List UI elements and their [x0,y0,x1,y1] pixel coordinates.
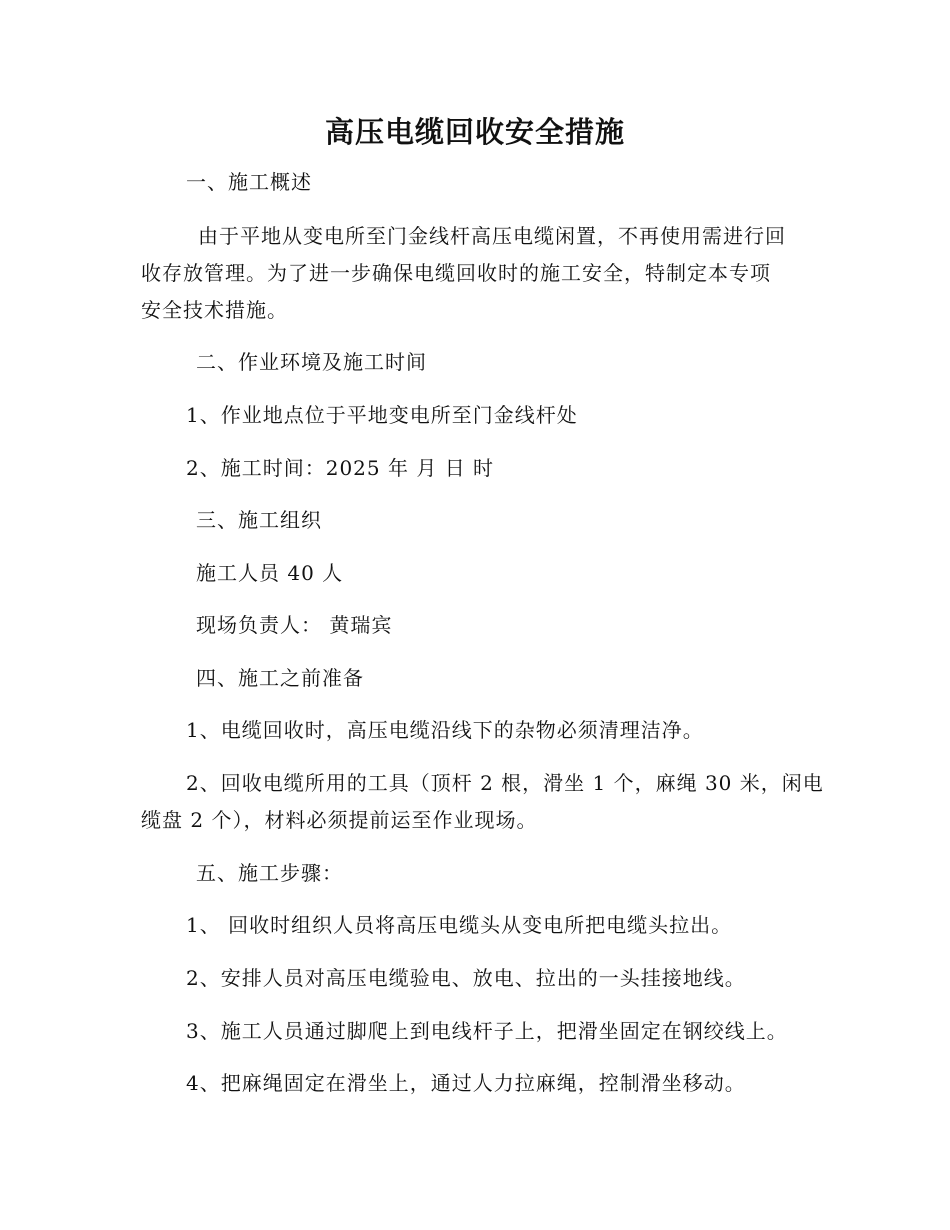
section-heading-preparation: 四、施工之前准备 [196,666,364,690]
list-item-time: 2、施工时间：2025 年 月 日 时 [186,456,495,480]
section-heading-steps: 五、施工步骤： [196,861,343,885]
list-item-prep-2-line-2: 缆盘 2 个），材料必须提前运至作业现场。 [141,808,538,832]
list-item-prep-1: 1、电缆回收时，高压电缆沿线下的杂物必须清理洁净。 [186,718,704,742]
list-item-location: 1、作业地点位于平地变电所至门金线杆处 [186,403,578,427]
paragraph-overview-line-3: 安全技术措施。 [141,298,288,322]
section-heading-organization: 三、施工组织 [196,508,322,532]
list-item-step-3: 3、施工人员通过脚爬上到电线杆子上，把滑坐固定在钢绞线上。 [186,1019,788,1043]
list-item-step-2: 2、安排人员对高压电缆验电、放电、拉出的一头挂接地线。 [186,966,746,990]
paragraph-overview-line-2: 收存放管理。为了进一步确保电缆回收时的施工安全，特制定本专项 [141,261,771,285]
document-title: 高压电缆回收安全措施 [324,115,625,149]
section-heading-environment: 二、作业环境及施工时间 [196,350,427,374]
list-item-step-1: 1、 回收时组织人员将高压电缆头从变电所把电缆头拉出。 [186,913,733,937]
site-supervisor: 现场负责人： 黄瑞宾 [196,613,393,637]
list-item-step-4: 4、把麻绳固定在滑坐上，通过人力拉麻绳，控制滑坐移动。 [186,1071,746,1095]
staff-count: 施工人员 40 人 [196,561,344,585]
section-heading-overview: 一、施工概述 [186,170,312,194]
paragraph-overview-line-1: 由于平地从变电所至门金线杆高压电缆闲置，不再使用需进行回 [198,224,786,248]
list-item-prep-2-line-1: 2、回收电缆所用的工具（顶杆 2 根，滑坐 1 个，麻绳 30 米，闲电 [186,771,824,795]
